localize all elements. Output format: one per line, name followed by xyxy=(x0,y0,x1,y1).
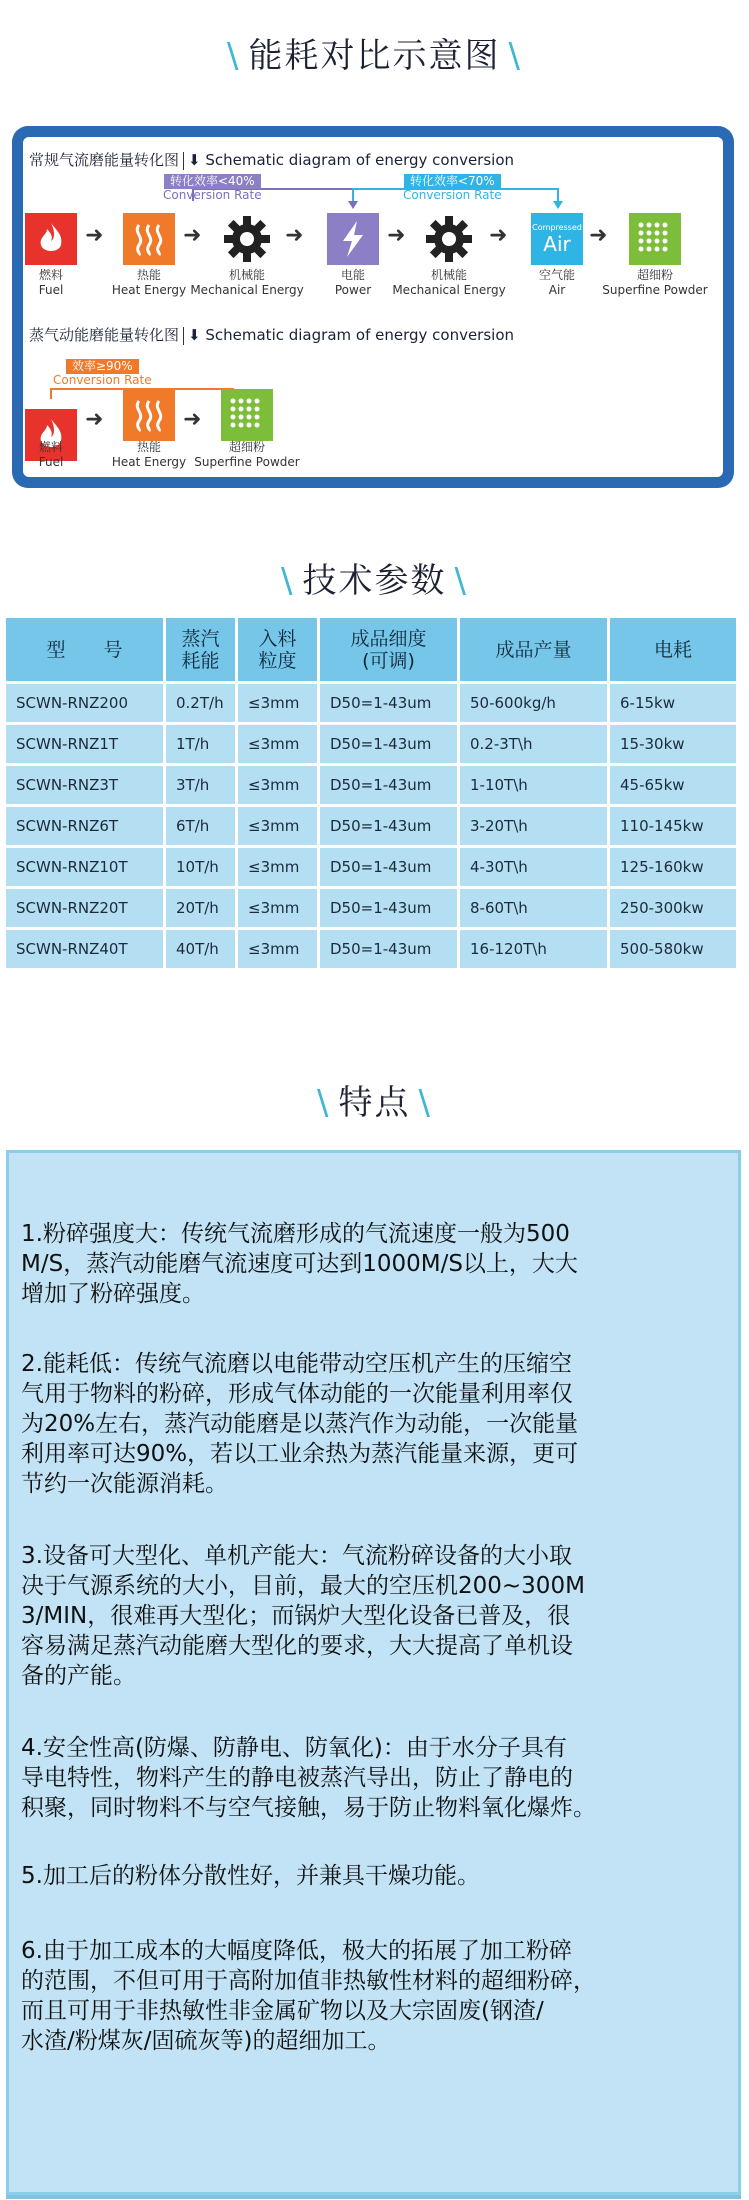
node-caption: 电能 Power xyxy=(334,268,372,297)
row1-label: 常规气流磨能量转化图 ⬇ Schematic diagram of energy conversion xyxy=(29,151,515,169)
node-caption: 燃料 Fuel xyxy=(38,268,64,297)
row2-label: 蒸气动能磨能量转化图 ⬇ Schematic diagram of energy conversion xyxy=(29,326,515,344)
energy-conversion-diagram xyxy=(12,126,734,488)
arrow-right-icon: ➜ xyxy=(387,223,406,248)
node-caption: 热能 Heat Energy xyxy=(111,440,187,469)
down-arrow-icon: ⬇ xyxy=(188,326,201,344)
node-caption: 超细粉 Superfine Powder xyxy=(194,440,300,469)
table-row: SCWN-RNZ40T 40T/h ≤3mm D50=1-43um 16-120T\h 500-580kw xyxy=(6,930,739,971)
efficiency-label-3: 效率≥90% Conversion Rate xyxy=(53,359,152,387)
spec-table xyxy=(6,618,739,971)
gear-icon xyxy=(423,213,475,265)
header-fineness: 成品细度 (可调) xyxy=(320,618,460,684)
node-caption: 机械能 Mechanical Energy xyxy=(190,268,304,297)
feature-item-3: 3.设备可大型化、单机产能大：气流粉碎设备的大小取 决于气源系统的大小，目前，最大的空压机200~300M 3/MIN，很难再大型化；而锅炉大型化设备已普及，很 容易满足蒸汽动能磨大型化的要求，大大提高了单机设 备的产能。 xyxy=(21,1543,585,1689)
header-steam: 蒸汽 耗能 xyxy=(166,618,238,684)
header-output: 成品产量 xyxy=(460,618,610,684)
header-feed-size: 入料 粒度 xyxy=(238,618,320,684)
diagram-panel xyxy=(23,137,723,477)
heat-icon xyxy=(123,213,175,265)
feature-item-4: 4.安全性高(防爆、防静电、防氧化)：由于水分子具有 导电特性，物料产生的静电被蒸汽导出，防止了静电的 积聚，同时物料不与空气接触，易于防止物料氧化爆炸。 xyxy=(21,1735,596,1821)
table-row: SCWN-RNZ1T 1T/h ≤3mm D50=1-43um 0.2-3T\h 15-30kw xyxy=(6,725,739,766)
air-icon: Compressed Air xyxy=(531,213,583,265)
node-caption: 热能 Heat Energy xyxy=(111,268,187,297)
fire-icon xyxy=(25,213,77,265)
table-row: SCWN-RNZ10T 10T/h ≤3mm D50=1-43um 4-30T\h 125-160kw xyxy=(6,848,739,889)
feature-item-1: 1.粉碎强度大：传统气流磨形成的气流速度一般为500 M/S，蒸汽动能磨气流速度可达到1000M/S以上，大大 增加了粉碎强度。 xyxy=(21,1221,578,1307)
table-row: SCWN-RNZ200 0.2T/h ≤3mm D50=1-43um 50-600kg/h 6-15kw xyxy=(6,684,739,725)
section-title-specs: \ 技术参数 \ xyxy=(281,561,468,601)
feature-item-5: 5.加工后的粉体分散性好，并兼具干燥功能。 xyxy=(21,1863,480,1889)
efficiency-label-1: 转化效率<40% Conversion Rate xyxy=(163,174,262,202)
heat-icon xyxy=(123,389,175,441)
features-panel xyxy=(6,1150,741,2195)
lightning-icon xyxy=(327,213,379,265)
powder-icon xyxy=(629,213,681,265)
arrow-right-icon: ➜ xyxy=(589,223,608,248)
down-arrow-icon: ⬇ xyxy=(188,151,201,169)
section-title-features: \ 特点 \ xyxy=(317,1083,432,1123)
arrow-right-icon: ➜ xyxy=(85,407,104,432)
arrow-right-icon: ➜ xyxy=(489,223,508,248)
node-caption: 机械能 Mechanical Energy xyxy=(392,268,506,297)
table-header-row xyxy=(6,618,739,684)
arrow-right-icon: ➜ xyxy=(85,223,104,248)
feature-item-6: 6.由于加工成本的大幅度降低，极大的拓展了加工粉碎 的范围，不但可用于高附加值非热敏性材料的超细粉碎， 而且可用于非热敏性非金属矿物以及大宗固废(钢渣/ 水渣/粉煤灰/固硫灰等)的超细加工。 xyxy=(21,1938,596,2054)
feature-item-2: 2.能耗低：传统气流磨以电能带动空压机产生的压缩空 气用于物料的粉碎，形成气体动能的一次能量利用率仅 为20%左右，蒸汽动能磨是以蒸汽作为动能，一次能量 利用率可达90%，若以工业余热为蒸汽能量来源，更可 节约一次能源消耗。 xyxy=(21,1351,579,1497)
powder-icon xyxy=(221,389,273,441)
arrow-right-icon: ➜ xyxy=(183,407,202,432)
node-caption: 空气能 Air xyxy=(538,268,576,297)
table-row: SCWN-RNZ6T 6T/h ≤3mm D50=1-43um 3-20T\h 110-145kw xyxy=(6,807,739,848)
section-title-energy: \ 能耗对比示意图 \ xyxy=(227,36,522,76)
header-model: 型 号 xyxy=(6,618,166,684)
gear-icon xyxy=(221,213,273,265)
node-caption: 超细粉 Superfine Powder xyxy=(602,268,708,297)
header-power: 电耗 xyxy=(610,618,739,684)
table-row: SCWN-RNZ20T 20T/h ≤3mm D50=1-43um 8-60T\h 250-300kw xyxy=(6,889,739,930)
table-row: SCWN-RNZ3T 3T/h ≤3mm D50=1-43um 1-10T\h 45-65kw xyxy=(6,766,739,807)
arrow-right-icon: ➜ xyxy=(285,223,304,248)
node-caption: 燃料 Fuel xyxy=(38,440,64,469)
arrow-right-icon: ➜ xyxy=(183,223,202,248)
efficiency-label-2: 转化效率<70% Conversion Rate xyxy=(403,174,502,202)
